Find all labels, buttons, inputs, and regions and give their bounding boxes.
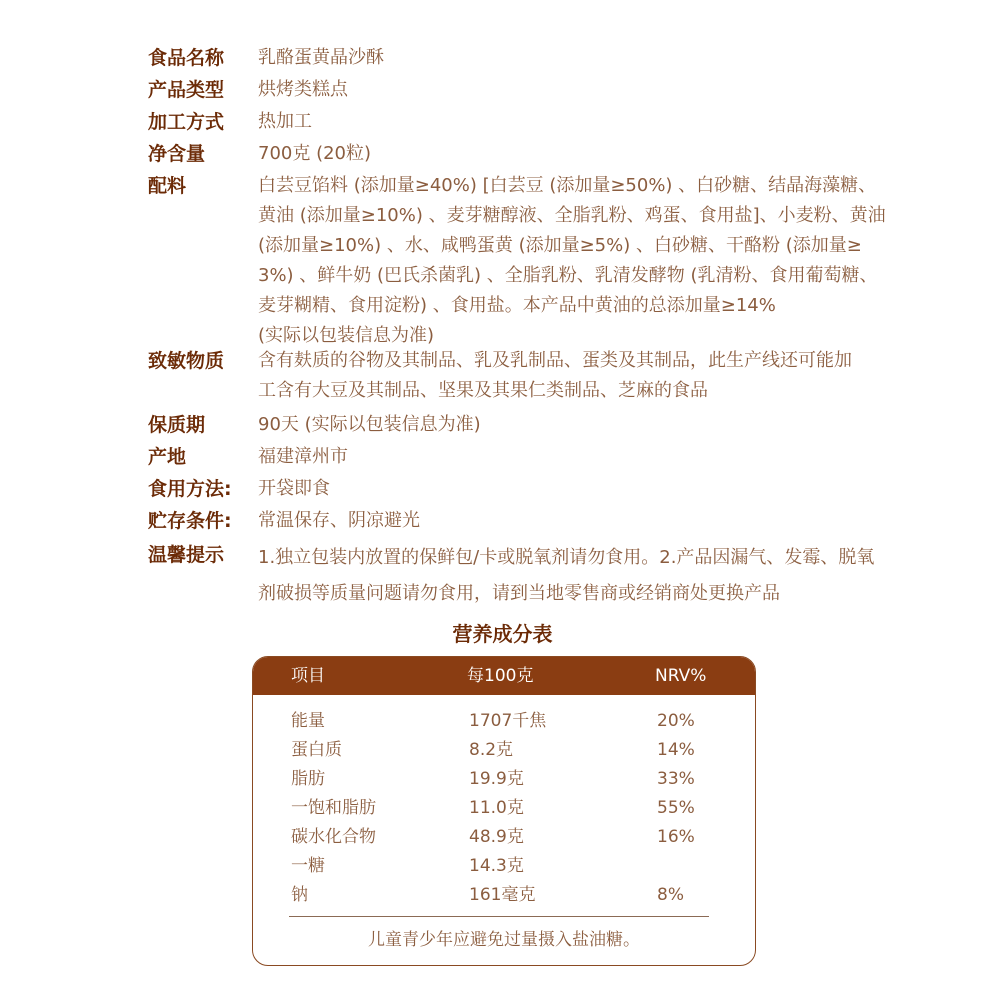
table-row bbox=[253, 881, 755, 910]
nutrition-header bbox=[253, 657, 755, 695]
header-nrv: NRV% bbox=[655, 666, 707, 686]
info-value-line: 工含有大豆及其制品、坚果及其果仁类制品、芝麻的食品 bbox=[258, 380, 708, 401]
info-label: 保质期 bbox=[148, 414, 206, 436]
info-value-line: 福建漳州市 bbox=[258, 446, 348, 467]
cell-nrv: 55% bbox=[657, 798, 695, 818]
table-row bbox=[253, 736, 755, 765]
nutrition-title: 营养成分表 bbox=[452, 622, 553, 646]
nutrition-footnote: 儿童青少年应避免过量摄入盐油糖。 bbox=[368, 930, 640, 950]
info-value-line: 常温保存、阴凉避光 bbox=[258, 510, 420, 531]
info-value-line: 3%) 、鲜牛奶 (巴氏杀菌乳) 、全脂乳粉、乳清发酵物 (乳清粉、食用葡萄糖、 bbox=[258, 265, 878, 286]
cell-item: 脂肪 bbox=[291, 769, 325, 789]
cell-nrv: 16% bbox=[657, 827, 695, 847]
info-value-line: 黄油 (添加量≥10%) 、麦芽糖醇液、全脂乳粉、鸡蛋、食用盐]、小麦粉、黄油 bbox=[258, 205, 886, 226]
info-label: 产品类型 bbox=[148, 79, 225, 101]
info-value bbox=[258, 410, 918, 440]
info-value-line: 90天 (实际以包装信息为准) bbox=[258, 414, 481, 435]
info-value-line: 热加工 bbox=[258, 111, 312, 132]
info-value-line: 剂破损等质量问题请勿食用，请到当地零售商或经销商处更换产品 bbox=[258, 583, 780, 604]
info-value bbox=[258, 139, 918, 169]
cell-per100: 48.9克 bbox=[469, 827, 524, 847]
info-label: 加工方式 bbox=[148, 111, 225, 133]
info-value bbox=[258, 75, 918, 105]
info-label: 食用方法: bbox=[148, 478, 232, 500]
info-value-line: 1.独立包装内放置的保鲜包/卡或脱氧剂请勿食用。2.产品因漏气、发霉、脱氧 bbox=[258, 547, 875, 568]
info-label: 温馨提示 bbox=[148, 544, 225, 566]
cell-item: 碳水化合物 bbox=[291, 827, 376, 847]
cell-item: 蛋白质 bbox=[291, 740, 342, 760]
info-value bbox=[258, 346, 918, 406]
cell-per100: 19.9克 bbox=[469, 769, 524, 789]
cell-per100: 1707千焦 bbox=[469, 711, 547, 731]
info-value bbox=[258, 171, 918, 351]
table-row bbox=[253, 765, 755, 794]
info-value-line: 麦芽糊精、食用淀粉) 、食用盐。本产品中黄油的总添加量≥14% bbox=[258, 295, 776, 316]
info-value-line: 白芸豆馅料 (添加量≥40%) [白芸豆 (添加量≥50%) 、白砂糖、结晶海藻糖、 bbox=[258, 175, 877, 196]
cell-nrv: 8% bbox=[657, 885, 684, 905]
info-value bbox=[258, 540, 918, 612]
info-value-line: 700克 (20粒) bbox=[258, 143, 372, 164]
nutrition-table bbox=[252, 656, 756, 966]
info-value bbox=[258, 442, 918, 472]
info-value-line: 乳酪蛋黄晶沙酥 bbox=[258, 47, 384, 68]
cell-item: 一糖 bbox=[291, 856, 325, 876]
cell-nrv: 20% bbox=[657, 711, 695, 731]
header-per100: 每100克 bbox=[467, 666, 534, 686]
info-label: 净含量 bbox=[148, 143, 206, 165]
cell-per100: 161毫克 bbox=[469, 885, 536, 905]
info-value-line: 烘烤类糕点 bbox=[258, 79, 348, 100]
info-label: 产地 bbox=[148, 446, 187, 468]
cell-item: 能量 bbox=[291, 711, 325, 731]
table-row bbox=[253, 707, 755, 736]
table-row bbox=[253, 823, 755, 852]
info-value bbox=[258, 506, 918, 536]
info-value-line: 含有麸质的谷物及其制品、乳及乳制品、蛋类及其制品，此生产线还可能加 bbox=[258, 350, 852, 371]
cell-per100: 8.2克 bbox=[469, 740, 514, 760]
cell-item: 一饱和脂肪 bbox=[291, 798, 376, 818]
table-row bbox=[253, 794, 755, 823]
info-label: 食品名称 bbox=[148, 47, 225, 69]
info-label: 致敏物质 bbox=[148, 350, 225, 372]
info-value-line: 开袋即食 bbox=[258, 478, 330, 499]
header-item: 项目 bbox=[291, 666, 325, 686]
info-value bbox=[258, 43, 918, 73]
info-value bbox=[258, 107, 918, 137]
info-label: 贮存条件: bbox=[148, 510, 232, 532]
cell-item: 钠 bbox=[291, 885, 308, 905]
cell-nrv: 14% bbox=[657, 740, 695, 760]
info-label: 配料 bbox=[148, 175, 187, 197]
info-value bbox=[258, 474, 918, 504]
info-value-line: (实际以包装信息为准) bbox=[258, 325, 435, 346]
table-row bbox=[253, 852, 755, 881]
cell-nrv: 33% bbox=[657, 769, 695, 789]
cell-per100: 11.0克 bbox=[469, 798, 524, 818]
cell-per100: 14.3克 bbox=[469, 856, 524, 876]
info-value-line: (添加量≥10%) 、水、咸鸭蛋黄 (添加量≥5%) 、白砂糖、干酪粉 (添加量≥ bbox=[258, 235, 862, 256]
table-divider bbox=[289, 916, 709, 917]
